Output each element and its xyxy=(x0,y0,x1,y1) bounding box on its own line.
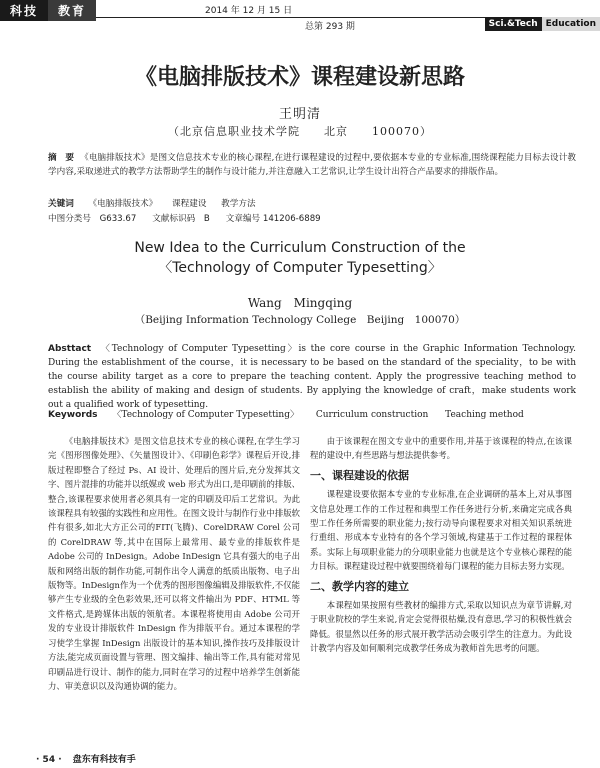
article-number: 文章编号 141206-6889 xyxy=(225,214,321,224)
clc-number: 中图分类号 G633.67 xyxy=(48,214,137,224)
keywords-line xyxy=(48,197,256,209)
issue-number: 总第 293 期 xyxy=(305,22,355,32)
english-title xyxy=(0,238,600,278)
abstract-text: 《电脑排版技术》是图文信息技术专业的核心课程,在进行课程建设的过程中,要依据本专业的专业标准,围绕课程能力目标去设计教学内容,采取递进式的教学方法帮助学生的制作与设计能力,并注意融入工艺常识,让学生设计出符合产品要求的排版作品。 xyxy=(48,153,576,177)
abstract-block xyxy=(48,152,576,179)
keyword-item: 《电脑排版技术》 xyxy=(88,199,158,209)
body-paragraph: 课程建设要依据本专业的专业标准,在企业调研的基本上,对从事图文信息处理工作的工作过程和典型工作任务进行分析,来确定完成各典型工作任务所需要的职业能力;按行动导向课程要求对相关知识系统进行重组、形成本专业特有的各个学习领域,构建基于工作过程的课程体系。实际上每项职业能力的分项职业能力也就是这个专业核心课程的能力目标。课程建设过程中就要围绕着每门课程的能力目标去努力实现。 xyxy=(310,489,572,572)
journal-badge-edu: Education xyxy=(542,17,600,31)
english-keyword-item: Curriculum construction xyxy=(315,410,429,420)
article-title: 《电脑排版技术》课程建设新思路 xyxy=(134,65,465,90)
keyword-item: 课程建设 xyxy=(172,199,207,209)
english-keyword-item: 〈Technology of Computer Typesetting〉 xyxy=(112,410,299,420)
body-column-right xyxy=(310,434,572,656)
body-paragraph: 《电脑排版技术》是图文信息技术专业的核心课程,在学生学习完《图形图像处理》、《矢量图设计》、《印刷色彩学》课程后开设,排版过程即整合了经过 Ps、AI 设计、处理后的图片后,充分发挥其文字、图片混排的功能并以纸媒或 web 形式为出口,是印刷前的排版、整合,该课程要求使用者必须具有一定的印刷及印后工艺常识。为此该课程具有较强的实践性和应用性。在图文设计与制作行业中排版软件有很多,如北大方正公司的FIT(飞腾)、CorelDRAW Corel 公司的 CorelDRAW 等,其中在国际上最常用、最专业的排版软件是 Adobe 公司的 InDesign。Adobe InDesign 它具有强大的电子出版和网络出版的制作功能,可制作出令人满意的纸质出版物、电子出版物等。InDesign作为一个优秀的图形图像编辑及排版软件,不仅能够产生专业级的全色彩效果,还可以将文件输出为 PDF、HTML 等文件格式,是跨媒体出版的领航者。本课程将使用由 Adobe 公司开发的专业设计排版软件 InDesign 作为排版平台。通过本课程的学习使学生掌握 InDesign 出版设计的基本知识,操作技巧及排版设计方法,能完成页面设置与管理、图文编排、输出等工作,具有能对常见印刷品进行设计、制作的能力,同时在学习的过程中培养学生创新能力、审美意识以及沟通协调的能力。 xyxy=(48,436,300,691)
english-abstract-label: Absttact xyxy=(48,344,92,354)
page-number: · 54 · xyxy=(36,755,62,765)
abstract-label: 摘 要 xyxy=(48,153,75,163)
section-label-edu: 教育 xyxy=(48,0,96,21)
issue-date: 2014 年 12 月 15 日 xyxy=(205,6,293,16)
english-author: Wang Mingqing xyxy=(247,296,353,310)
page-footer xyxy=(36,752,136,765)
english-affiliation: （Beijing Information Technology College Beijing 100070） xyxy=(134,314,466,326)
english-abstract-text: 〈Technology of Computer Typesetting〉is the core course in the Graphic Information Technology. During the establishment of the course，it is necessary to be based on the standard of the speciality，to be with the course ability target as a core to prepare the teaching content. Apply the progressive teaching method to establish the ability of making and design of students. By applying the knowledge of craft，make students work out a qualified work of typesetting. xyxy=(48,344,576,410)
footer-mark: 盘东有科技有手 xyxy=(72,755,136,765)
english-keywords xyxy=(48,407,538,420)
body-paragraph: 由于该课程在图文专业中的重要作用,并基于该课程的特点,在该课程的建设中,有些思路与想法提供参考。 xyxy=(310,436,572,461)
english-keyword-item: Teaching method xyxy=(445,410,524,420)
author-name: 王明清 xyxy=(278,107,321,122)
running-header xyxy=(0,0,600,34)
journal-badge-sci: Sci.&Tech xyxy=(485,17,542,31)
body-column-left xyxy=(48,434,300,693)
section-label-tech: 科技 xyxy=(0,0,48,21)
section-heading: 二、教学内容的建立 xyxy=(310,579,409,593)
section-tabs xyxy=(0,0,96,21)
english-keywords-label: Keywords xyxy=(48,410,98,420)
journal-badge xyxy=(485,17,600,31)
section-heading: 一、课程建设的依据 xyxy=(310,468,409,482)
english-title-line: 〈Technology of Computer Typesetting〉 xyxy=(158,260,442,276)
author-affiliation: （北京信息职业技术学院 北京 100070） xyxy=(168,125,432,138)
body-paragraph: 本课程如果按照有些教材的编排方式,采取以知识点为章节讲解,对于职业院校的学生来说,肯定会觉得很枯燥,没有意思,学习的积极性就会降低。很显然以任务的形式展开教学活动会吸引学生的注意力。为此设计教学内容及如何顺利完成教学任务成为教师首先思考的问题。 xyxy=(310,600,572,654)
english-title-line: New Idea to the Curriculum Construction of the xyxy=(134,240,466,256)
document-code: 文献标识码 B xyxy=(152,214,210,224)
classification-line xyxy=(48,212,321,224)
english-abstract xyxy=(48,342,576,412)
keywords-label: 关键词 xyxy=(48,199,74,209)
keyword-item: 教学方法 xyxy=(221,199,256,209)
